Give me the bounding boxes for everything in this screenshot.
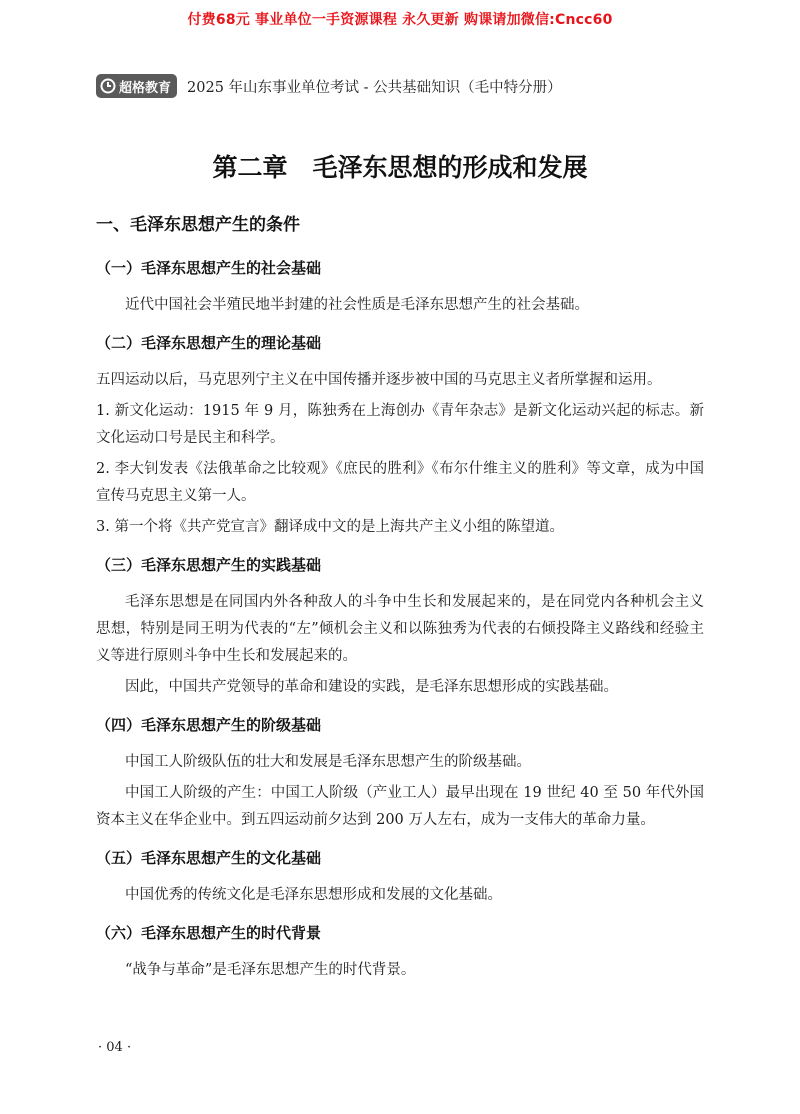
subsection-3-paragraph-2: 因此，中国共产党领导的革命和建设的实践，是毛泽东思想形成的实践基础。 [125,679,618,695]
subsection-3-title: （三）毛泽东思想产生的实践基础 [96,556,322,574]
subsection-2-paragraph-3: 2. 李大钊发表《法俄革命之比较观》《庶民的胜利》《布尔什维主义的胜利》等文章，成为中国宣传马克思主义第一人。 [96,461,704,504]
page-header [96,74,562,98]
subsection-4-paragraph-2: 中国工人阶级的产生：中国工人阶级（产业工人）最早出现在 19 世纪 40 至 50 年代外国资本主义在华企业中。到五四运动前夕达到 200 万人左右，成为一支伟大的革命力量。 [96,785,704,828]
subsection-2-paragraph-4: 3. 第一个将《共产党宣言》翻译成中文的是上海共产主义小组的陈望道。 [96,519,564,535]
page-number: · 04 · [98,1040,132,1055]
chapter-title: 第二章 毛泽东思想的形成和发展 [212,153,588,182]
subsection-2-paragraph-1: 五四运动以后，马克思列宁主义在中国传播并逐步被中国的马克思主义者所掌握和运用。 [96,372,662,388]
subsection-5-title: （五）毛泽东思想产生的文化基础 [96,849,322,867]
subsection-4-paragraph-1: 中国工人阶级队伍的壮大和发展是毛泽东思想产生的阶级基础。 [125,754,531,770]
subsection-6-paragraph-1: “战争与革命”是毛泽东思想产生的时代背景。 [125,962,416,978]
subsection-5-paragraph-1: 中国优秀的传统文化是毛泽东思想形成和发展的文化基础。 [125,887,502,903]
subsection-2-paragraph-2: 1. 新文化运动：1915 年 9 月，陈独秀在上海创办《青年杂志》是新文化运动兴起的标志。新文化运动口号是民主和科学。 [96,403,704,446]
promo-banner: 付费68元 事业单位一手资源课程 永久更新 购课请加微信:Cncc60 [187,12,613,28]
logo [96,74,177,98]
main-content [96,212,704,992]
header-title: 2025 年山东事业单位考试 - 公共基础知识（毛中特分册） [187,79,562,96]
subsection-3-paragraph-1: 毛泽东思想是在同国内外各种敌人的斗争中生长和发展起来的，是在同党内各种机会主义思想，特别是同王明为代表的“左”倾机会主义和以陈独秀为代表的右倾投降主义路线和经验主义等进行原则斗争中生长和发展起来的。 [96,594,704,664]
subsection-2-title: （二）毛泽东思想产生的理论基础 [96,334,322,352]
logo-text: 超格教育 [119,80,172,96]
subsection-1-title: （一）毛泽东思想产生的社会基础 [96,259,322,277]
section-title: 一、毛泽东思想产生的条件 [96,215,300,235]
subsection-4-title: （四）毛泽东思想产生的阶级基础 [96,716,322,734]
logo-circle-icon [100,78,116,94]
subsection-6-title: （六）毛泽东思想产生的时代背景 [96,924,322,942]
subsection-1-paragraph-1: 近代中国社会半殖民地半封建的社会性质是毛泽东思想产生的社会基础。 [125,297,589,313]
